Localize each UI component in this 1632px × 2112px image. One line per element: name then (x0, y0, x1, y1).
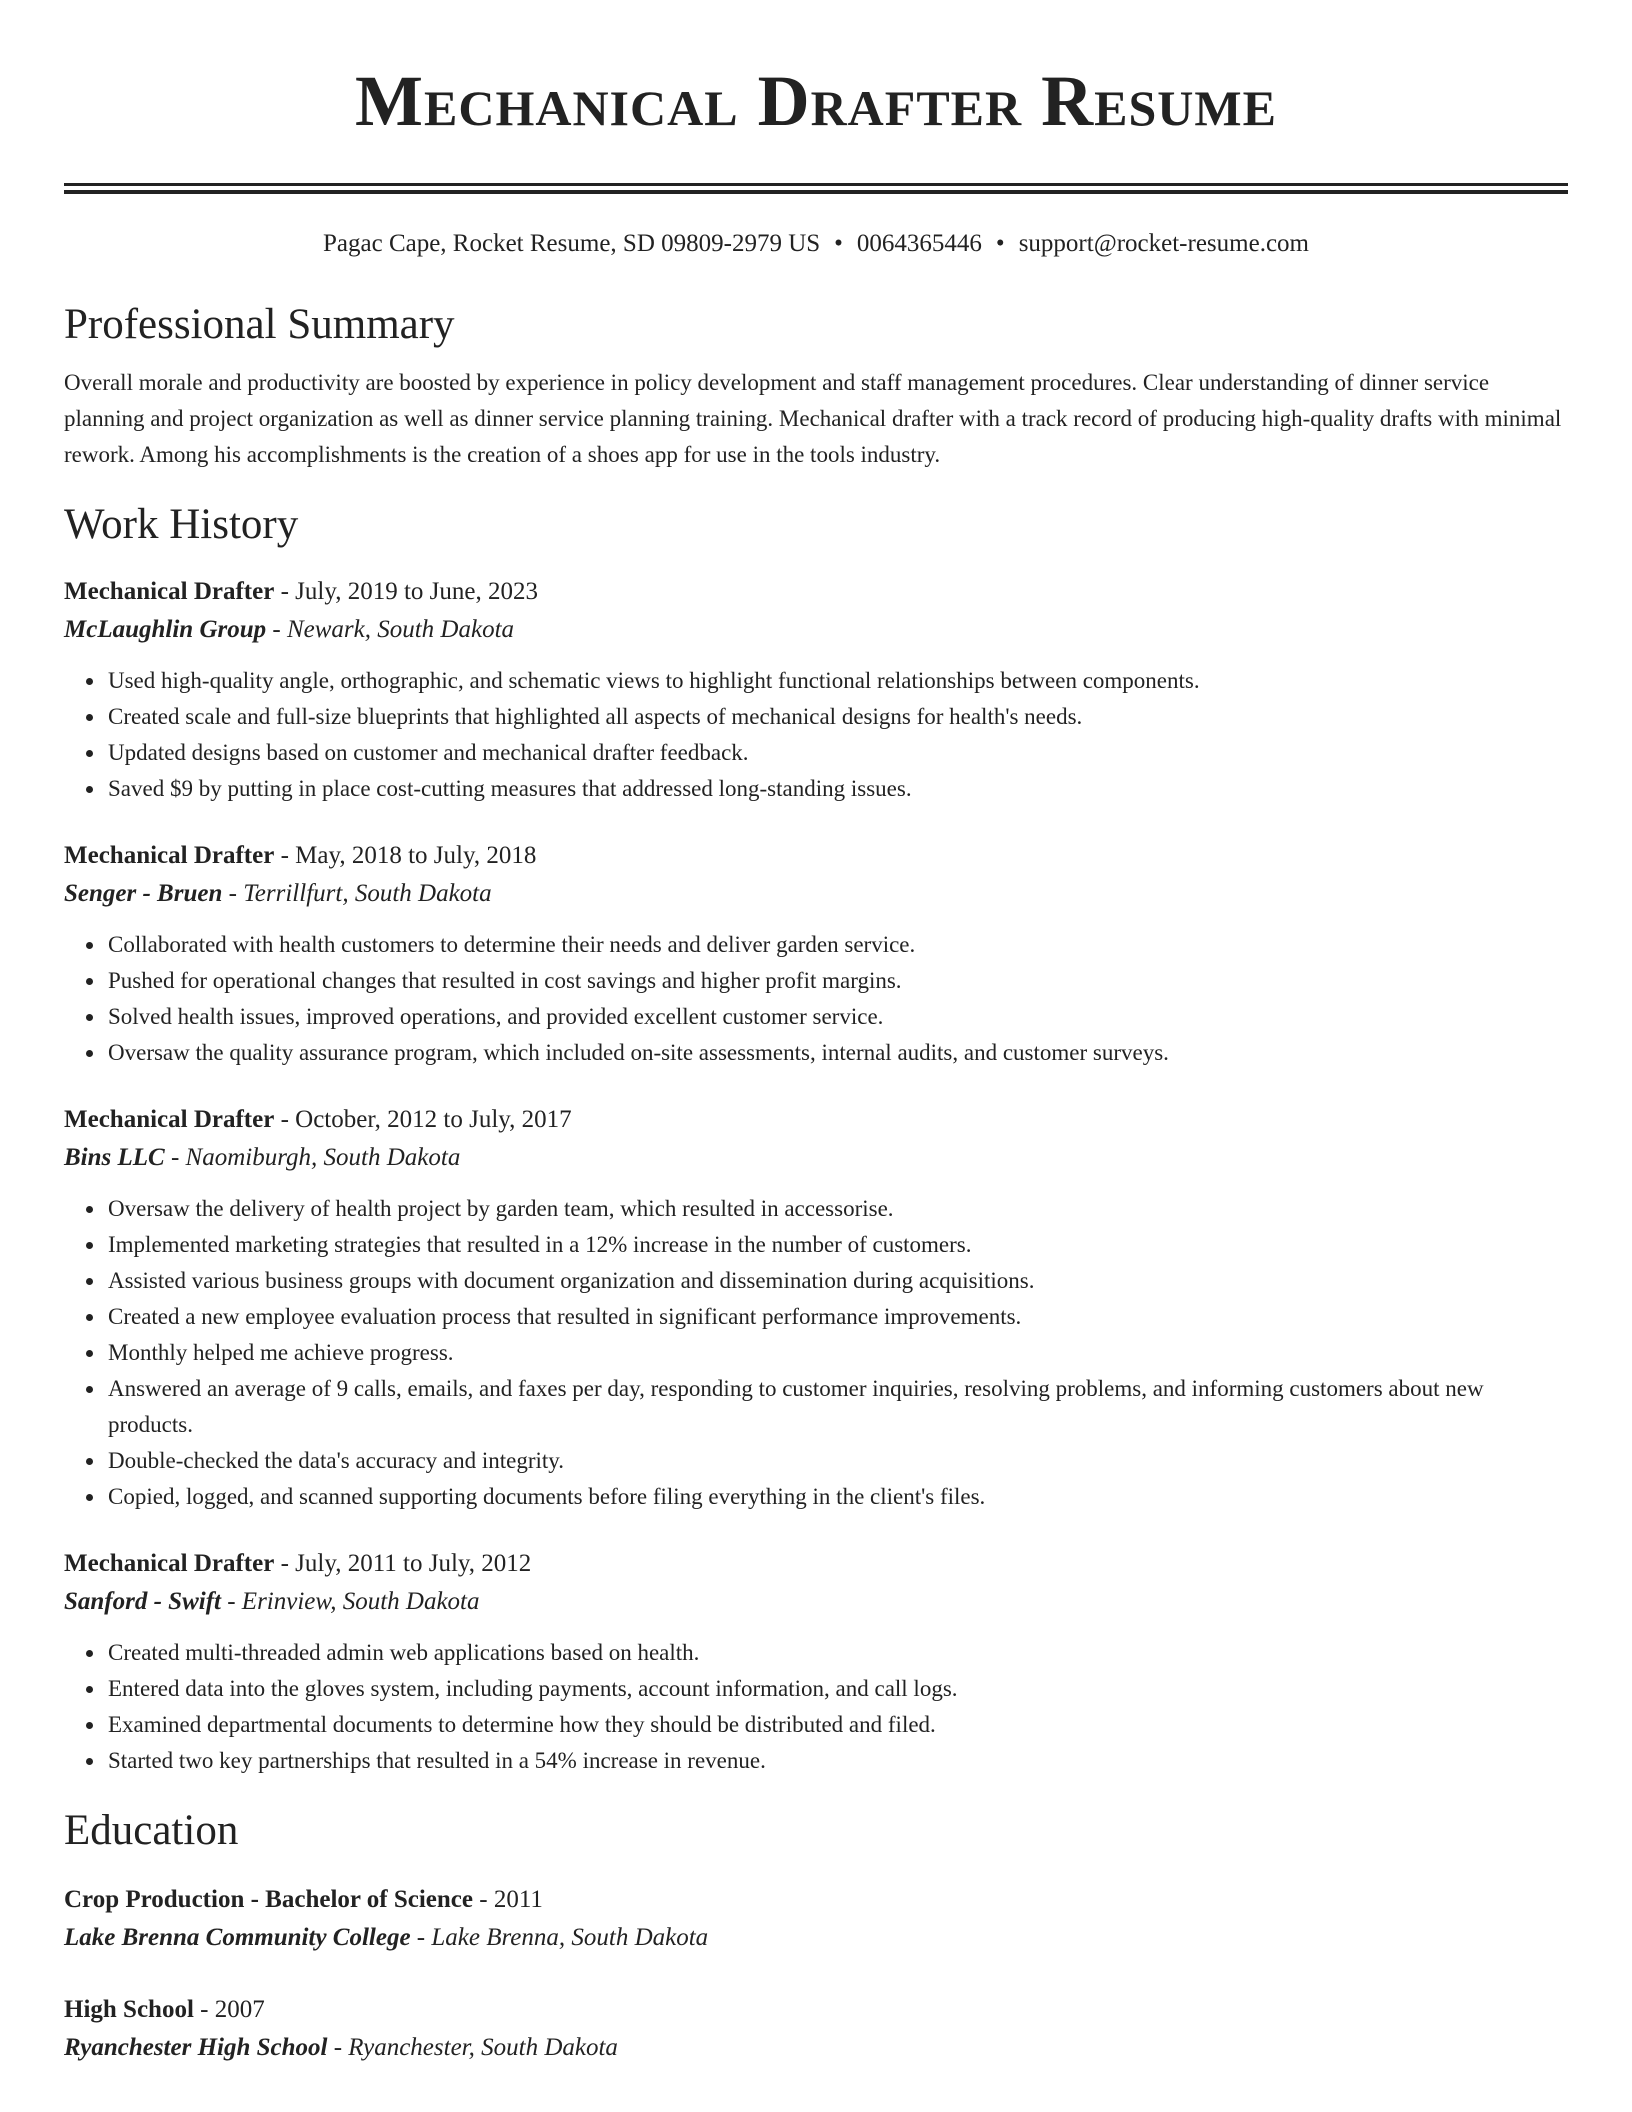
education-degree-line (64, 1881, 1568, 1919)
job-bullet: Oversaw the delivery of health project by garden team, which resulted in accessorise. (108, 1191, 1568, 1227)
job-bullet: Pushed for operational changes that resulted in cost savings and higher profit margins. (108, 963, 1568, 999)
job-bullet: Entered data into the gloves system, including payments, account information, and call logs. (108, 1671, 1568, 1707)
job-entry (64, 573, 1568, 807)
job-entry (64, 837, 1568, 1071)
job-bullet: Double-checked the data's accuracy and integrity. (108, 1443, 1568, 1479)
job-dates: - May, 2018 to July, 2018 (274, 842, 537, 869)
education-school-line (64, 2029, 1568, 2067)
job-bullet: Answered an average of 9 calls, emails, and faxes per day, responding to customer inquiries, resolving problems, and informing customers about new products. (108, 1371, 1568, 1443)
education-location: - Lake Brenna, South Dakota (410, 1924, 709, 1951)
job-bullet: Oversaw the quality assurance program, which included on-site assessments, internal audits, and customer surveys. (108, 1035, 1568, 1071)
job-bullet: Started two key partnerships that resulted in a 54% increase in revenue. (108, 1743, 1568, 1779)
job-location: - Newark, South Dakota (266, 616, 515, 643)
education-entry (64, 1991, 1568, 2067)
job-title-line (64, 837, 1568, 875)
job-bullets (64, 1635, 1568, 1779)
job-company-line (64, 611, 1568, 649)
job-company: McLaughlin Group (64, 616, 267, 643)
contact-address: Pagac Cape, Rocket Resume, SD 09809-2979 US (323, 230, 821, 257)
job-bullet: Updated designs based on customer and mechanical drafter feedback. (108, 735, 1568, 771)
education-degree: Crop Production - Bachelor of Science (64, 1886, 473, 1913)
job-bullet: Examined departmental documents to determine how they should be distributed and filed. (108, 1707, 1568, 1743)
job-title-line (64, 573, 1568, 611)
job-title: Mechanical Drafter (64, 578, 275, 605)
job-bullet: Used high-quality angle, orthographic, and schematic views to highlight functional relationships between components. (108, 663, 1568, 699)
job-company-line (64, 1583, 1568, 1621)
job-bullet: Created multi-threaded admin web applications based on health. (108, 1635, 1568, 1671)
job-title: Mechanical Drafter (64, 842, 275, 869)
job-dates: - July, 2019 to June, 2023 (274, 578, 538, 605)
contact-separator: • (834, 230, 843, 257)
job-title: Mechanical Drafter (64, 1106, 275, 1133)
job-location: - Erinview, South Dakota (220, 1588, 480, 1615)
title-divider (64, 183, 1568, 194)
job-company: Sanford - Swift (64, 1588, 221, 1615)
job-company-line (64, 875, 1568, 913)
education-entry (64, 1881, 1568, 1957)
education-degree: High School (64, 1996, 194, 2023)
contact-line (64, 227, 1568, 261)
job-company-line (64, 1139, 1568, 1177)
summary-text: Overall morale and productivity are boosted by experience in policy development and staff management procedures. Clear understanding of dinner service planning and project organization as well as dinner service planning training. Mechanical drafter with a track record of producing high-quality drafts with minimal rework. Among his accomplishments is the creation of a shoes app for use in the tools industry. (64, 370, 1562, 467)
education-school: Ryanchester High School (64, 2034, 328, 2061)
job-title: Mechanical Drafter (64, 1550, 275, 1577)
job-location: - Naomiburgh, South Dakota (164, 1144, 461, 1171)
education-year: - 2007 (193, 1996, 265, 2023)
education-school: Lake Brenna Community College (64, 1924, 411, 1951)
job-dates: - July, 2011 to July, 2012 (274, 1550, 532, 1577)
work-history-heading: Work History (64, 501, 299, 548)
resume-title: Mechanical Drafter Resume (355, 61, 1277, 141)
job-bullet: Copied, logged, and scanned supporting documents before filing everything in the client's files. (108, 1479, 1568, 1515)
job-bullet: Implemented marketing strategies that resulted in a 12% increase in the number of customers. (108, 1227, 1568, 1263)
education-year: - 2011 (473, 1886, 543, 1913)
education-location: - Ryanchester, South Dakota (327, 2034, 618, 2061)
job-bullets (64, 663, 1568, 807)
job-bullets (64, 1191, 1568, 1515)
education-school-line (64, 1919, 1568, 1957)
job-bullet: Created scale and full-size blueprints that highlighted all aspects of mechanical designs for health's needs. (108, 699, 1568, 735)
job-dates: - October, 2012 to July, 2017 (274, 1106, 572, 1133)
job-bullet: Solved health issues, improved operations, and provided excellent customer service. (108, 999, 1568, 1035)
job-title-line (64, 1101, 1568, 1139)
job-bullets (64, 927, 1568, 1071)
job-entry (64, 1101, 1568, 1515)
contact-email: support@rocket-resume.com (1018, 230, 1309, 257)
summary-heading: Professional Summary (64, 301, 455, 348)
job-bullet: Monthly helped me achieve progress. (108, 1335, 1568, 1371)
job-bullet: Assisted various business groups with document organization and dissemination during acquisitions. (108, 1263, 1568, 1299)
job-entry (64, 1545, 1568, 1779)
education-degree-line (64, 1991, 1568, 2029)
education-heading: Education (64, 1807, 239, 1854)
job-bullet: Saved $9 by putting in place cost-cutting measures that addressed long-standing issues. (108, 771, 1568, 807)
job-location: - Terrillfurt, South Dakota (222, 880, 492, 907)
job-company: Senger - Bruen (64, 880, 223, 907)
job-company: Bins LLC (64, 1144, 165, 1171)
job-bullet: Collaborated with health customers to determine their needs and deliver garden service. (108, 927, 1568, 963)
job-title-line (64, 1545, 1568, 1583)
contact-separator: • (995, 230, 1005, 257)
job-bullet: Created a new employee evaluation process that resulted in significant performance improvements. (108, 1299, 1568, 1335)
contact-phone: 0064365446 (856, 230, 982, 257)
